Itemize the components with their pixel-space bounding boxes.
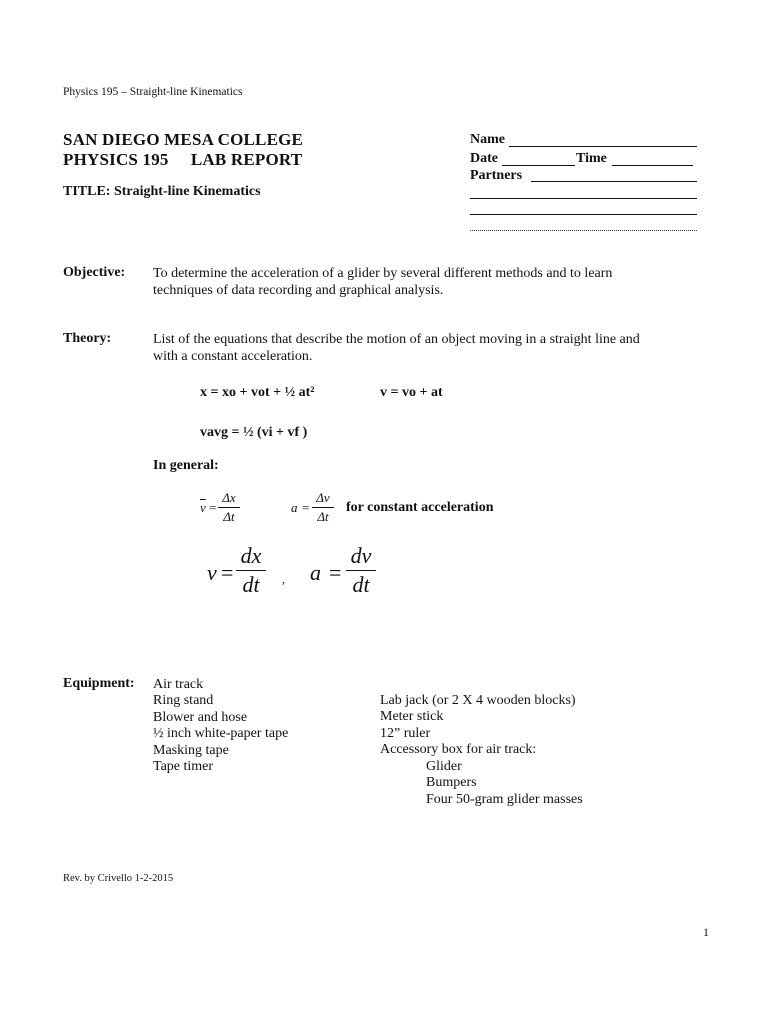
in-general-label: In general: <box>153 458 219 473</box>
list-item: Lab jack (or 2 X 4 wooden blocks) <box>380 693 576 708</box>
a-denominator: Δt <box>317 509 329 524</box>
list-item: Meter stick <box>380 709 444 725</box>
partners-label: Partners <box>470 168 523 183</box>
equipment-label: Equipment: <box>63 676 135 691</box>
vbar-numerator: Δx <box>222 490 236 505</box>
list-item: Glider <box>426 759 462 774</box>
theory-label: Theory: <box>63 331 112 346</box>
revision-note: Rev. by Crivello 1-2-2015 <box>63 873 174 884</box>
college-name: SAN DIEGO MESA COLLEGE <box>63 130 304 149</box>
list-item: Masking tape <box>153 742 229 758</box>
dx-dt-fraction <box>236 543 266 598</box>
average-velocity-equation <box>200 425 307 441</box>
objective-label: Objective: <box>63 265 126 280</box>
objective-line-1: To determine the acceleration of a glider by several different methods and to learn <box>153 266 613 281</box>
partners-field-2[interactable] <box>470 198 697 199</box>
course-lab-report: PHYSICS 195 LAB REPORT <box>63 150 303 169</box>
vbar-equals: = <box>209 500 217 515</box>
accessory-box-list <box>426 758 583 807</box>
list-item: Bumpers <box>426 775 477 791</box>
deriv-v-symbol: v <box>207 560 217 585</box>
dv-numerator: dv <box>350 543 372 568</box>
dt-denominator: dt <box>242 572 260 597</box>
vbar-fraction <box>218 490 240 525</box>
deriv-comma: , <box>282 572 285 586</box>
name-label: Name <box>470 132 505 147</box>
list-item: Tape timer <box>153 758 214 774</box>
velocity-equation: v = vo + at <box>380 385 443 400</box>
dt-denominator-2: dt <box>352 572 370 597</box>
report-title: TITLE: Straight-line Kinematics <box>63 184 261 199</box>
vbar-denominator: Δt <box>223 509 235 524</box>
dv-dt-fraction <box>346 543 376 598</box>
list-item: Blower and hose <box>153 709 248 725</box>
position-equation: x = xo + vot + ½ at² <box>200 385 315 400</box>
deriv-a-equals: = <box>329 560 342 585</box>
running-header: Physics 195 – Straight-line Kinematics <box>63 86 243 98</box>
list-item: ½ inch white-paper tape <box>153 726 289 742</box>
page-number: 1 <box>703 925 709 939</box>
constant-acceleration-note: for constant acceleration <box>346 500 494 515</box>
theory-line-1: List of the equations that describe the motion of an object moving in a straight line and <box>153 332 640 347</box>
deriv-a-symbol: a <box>310 560 321 585</box>
a-equals: = <box>302 500 310 515</box>
theory-line-2: with a constant acceleration. <box>153 349 313 364</box>
list-item: Accessory box for air track: <box>380 742 537 758</box>
vavg-rhs: = ½ (vi + vf ) <box>231 425 308 440</box>
name-field[interactable] <box>509 146 697 147</box>
partners-field-1[interactable] <box>531 181 697 182</box>
time-label: Time <box>576 151 607 166</box>
dx-numerator: dx <box>240 543 262 568</box>
equipment-left-list <box>153 676 288 774</box>
list-item: Air track <box>153 677 204 692</box>
list-item: 12” ruler <box>380 725 431 741</box>
a-numerator: Δv <box>316 490 330 505</box>
list-item: Four 50-gram glider masses <box>426 791 583 807</box>
partners-field-4[interactable] <box>470 230 697 231</box>
partners-field-3[interactable] <box>470 214 697 215</box>
equipment-right-list <box>380 692 576 758</box>
vavg-symbol: vavg <box>200 425 228 440</box>
date-field[interactable] <box>502 165 575 166</box>
deriv-v-equals: = <box>221 560 234 585</box>
time-field[interactable] <box>612 165 693 166</box>
date-label: Date <box>470 151 498 166</box>
vbar-symbol: $\overline{v}$ <box>200 500 206 515</box>
a-fraction <box>312 490 334 525</box>
list-item: Ring stand <box>153 693 214 709</box>
a-symbol: a <box>291 500 298 515</box>
objective-line-2: techniques of data recording and graphical analysis. <box>153 283 444 298</box>
